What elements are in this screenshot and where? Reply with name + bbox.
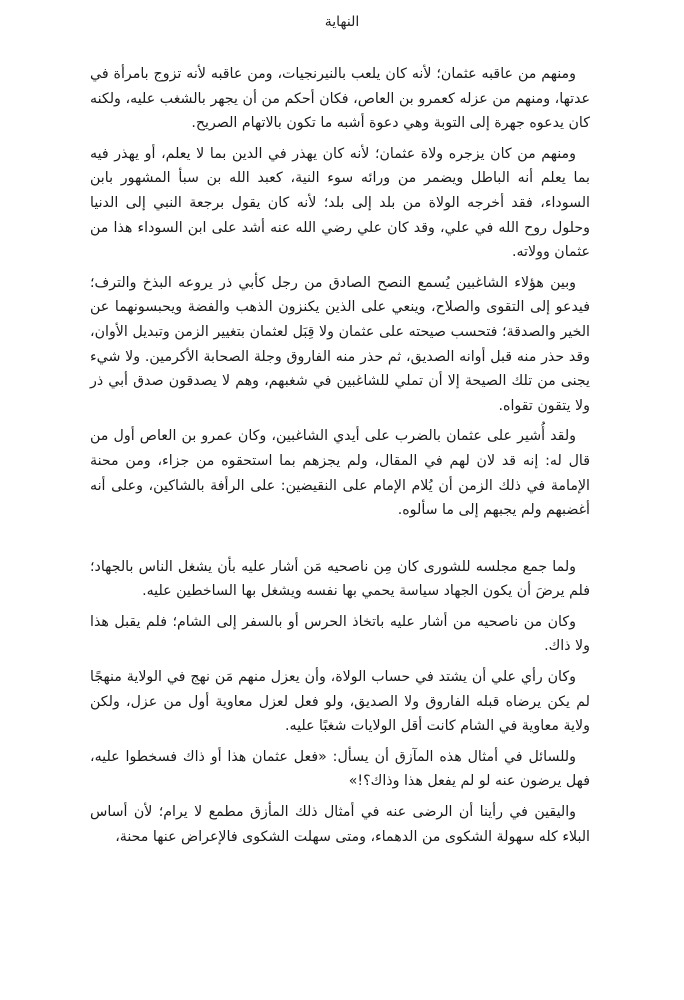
paragraph: واليقين في رأينا أن الرضى عنه في أمثال ذلك المأزق مطمع لا يرام؛ لأن أساس البلاء كله سهولة الشكوى من الدهماء، ومتى سهلت الشكوى فالإعراض عنها محنة، bbox=[90, 804, 590, 845]
paragraph: وللسائل في أمثال هذه المآزق أن يسأل: «فعل عثمان هذا أو ذاك فسخطوا عليه، فهل يرضون عنه لو لم يفعل هذا وذاك؟!» bbox=[90, 748, 590, 790]
paragraph: وكان من ناصحيه من أشار عليه باتخاذ الحرس أو بالسفر إلى الشام؛ فلم يقبل هذا ولا ذاك. bbox=[90, 613, 590, 655]
page-body bbox=[90, 62, 590, 855]
paragraph: ولقد أُشير على عثمان بالضرب على أيدي الشاغبين، وكان عمرو بن العاص أول من قال له: إنه قد لان لهم في المقال، ولم يجزهم بما استحقوه من جزاء، ومن محنة الإمامة في ذلك الزمن أن يُلام الإمام على النقيضين: على الرأفة بالشاكين، وعلى أنه أغضبهم ولم يجبهم إلى ما سألوه. bbox=[90, 428, 590, 519]
paragraph: ومنهم من عاقبه عثمان؛ لأنه كان يلعب بالنيرنجيات، ومن عاقبه لأنه تزوج بامرأة في عدتها، ومنهم من عزله كعمرو بن العاص، فكان أحكم من أن يجهر بالشغب عليه، ولكنه كان يدعوه جهرة إلى التوبة وهي دعوة أشبه ما تكون بالاتهام الصريح. bbox=[90, 66, 590, 132]
running-header: النهاية bbox=[324, 14, 360, 30]
paragraph: وكان رأي علي أن يشتد في حساب الولاة، وأن يعزل منهم مَن نهج في الولاية منهجًا لم يكن يرضاه قبله الفاروق ولا الصديق، ولو فعل لعزل معاوية أول من عزل، ولكن ولاية معاوية في الشام كانت أقل الولايات شغبًا عليه. bbox=[90, 669, 590, 735]
paragraph: ولما جمع مجلسه للشورى كان مِن ناصحيه مَن أشار عليه بأن يشغل الناس بالجهاد؛ فلم يرضَ أن يكون الجهاد سياسة يحمي بها نفسه ويشغل بها الساخطين عليه. bbox=[90, 558, 590, 600]
paragraph: وبين هؤلاء الشاغبين يُسمع النصح الصادق من رجل كأبي ذر يروعه البذخ والترف؛ فيدعو إلى التقوى والصلاح، وينعي على الذين يكنزون الذهب والفضة ويحبسونهما عن الخير والصدقة؛ فتحسب صيحته على عثمان ولا قِبَل لعثمان بتغيير الزمن وتبديل الأوان، وقد حذر منه قبل أوانه الصديق، ثم حذر منه الفاروق وجلة الصحابة الأكرمين. ولا شيء يجنى من تلك الصيحة إلا أن تملي للشاغبين في شغبهم، وهم لا يصدقون صدق أبي ذر ولا يتقون تقواه. bbox=[90, 274, 590, 414]
section-break bbox=[90, 529, 590, 555]
paragraph: ومنهم من كان يزجره ولاة عثمان؛ لأنه كان يهذر في الدين بما لا يعلم، أو يهذر فيه بما يعلم أنه الباطل ويضمر من ورائه سوء النية، كعبد الله بن سبأ المشهور بابن السوداء، فقد أخرجه الولاة من بلد إلى بلد؛ لأنه كان يقول برجعة النبي إلى الدنيا وحلول روح الله في علي، وقد كان علي رضي الله عنه أشد على ابن السوداء هذا من عثمان وولاته. bbox=[90, 145, 590, 261]
